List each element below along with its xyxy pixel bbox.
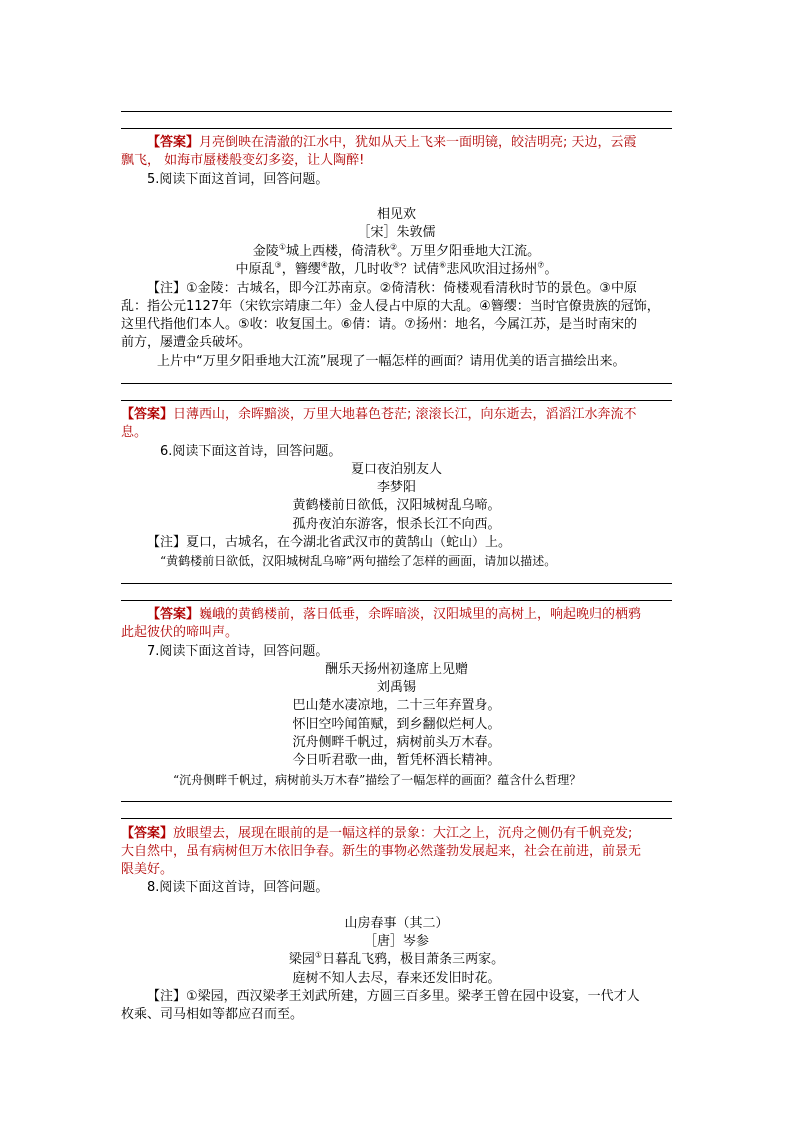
answer-line [121,583,672,584]
q5-note-line-3: 这里代指他们本人。⑤收：收复国土。⑥倩：请。⑦扬州：地名，今属江苏，是当时南宋的 [121,317,637,332]
answer-line [121,400,672,401]
q4-answer-line-1: 【答案】月亮倒映在清澈的江水中，犹如从天上飞来一面明镜，皎洁明亮; 天边，云霞 [147,135,637,150]
q6-answer-line-1: 【答案】巍峨的黄鹤楼前，落日低垂，余晖暗淡，汉阳城里的高树上，响起晚归的栖鸦 [147,607,642,622]
q7-answer-line-2: 大自然中，虽有病树但万木依旧争春。新生的事物必然蓬勃发展起来，社会在前进，前景无 [121,844,642,859]
q8-poem-author: ［唐］岑参 [363,934,429,949]
q7-poem-line-3: 沉舟侧畔千帆过，病树前头万木春。 [292,735,501,750]
q8-note-line-2: 枚乘、司马相如等都应召而至。 [121,1007,304,1022]
q5-note-line-2: 乱：指公元1127年（宋钦宗靖康二年）金人侵占中原的大乱。④簪缨：当时官僚贵族的冠饰， [121,299,660,314]
q5-poem-author: ［宋］朱敦儒 [357,225,436,240]
q7-poem-line-1: 巴山楚水凄凉地，二十三年弃置身。 [292,698,501,713]
q6-question: “黄鹤楼前日欲低，汉阳城树乱乌啼”两句描绘了怎样的画面，请加以描述。 [160,554,557,568]
q8-note-line-1: 【注】①梁园，西汉梁孝王刘武所建，方圆三百多里。梁孝王曾在园中设宴，一代才人 [147,989,640,1004]
q8-poem-line-2: 庭树不知人去尽，春来还发旧时花。 [292,971,501,986]
q8-poem-title: 山房春事（其二） [344,916,449,931]
q6-poem-title: 夏口夜泊别友人 [350,462,442,477]
answer-line [121,128,672,129]
q8-prompt: 8.阅读下面这首诗，回答问题。 [147,880,329,895]
q7-answer-line-1: 【答案】放眼望去，展现在眼前的是一幅这样的景象：大江之上，沉舟之侧仍有千帆竞发; [121,826,633,841]
q7-poem-line-4: 今日听君歌一曲，暂凭杯酒长精神。 [292,753,501,768]
q6-poem-line-1: 黄鹤楼前日欲低，汉阳城树乱乌啼。 [292,498,501,513]
q5-poem-line-2: 中原乱③，簪缨④散，几时收⑤？试倩⑥悲风吹泪过扬州⑦。 [235,260,558,277]
q4-answer-line-2: 飘飞， 如海市蜃楼般变幻多姿，让人陶醉! [121,153,365,168]
q7-question: “沉舟侧畔千帆过，病树前头万木春”描绘了一幅怎样的画面？蕴含什么哲理？ [173,773,582,787]
q8-poem-line-1: 梁园①日暮乱飞鸦，极目萧条三两家。 [288,950,505,967]
q5-note-line-1: 【注】①金陵：古城名，即今江苏南京。②倚清秋：倚楼观看清秋时节的景色。③中原 [147,281,637,296]
q6-prompt: 6.阅读下面这首诗，回答问题。 [160,444,342,459]
q5-question: 上片中“万里夕阳垂地大江流”展现了一幅怎样的画面？请用优美的语言描绘出来。 [157,354,626,369]
q7-poem-title: 酬乐天扬州初逢席上见赠 [324,662,468,677]
q5-prompt: 5.阅读下面这首词，回答问题。 [147,172,329,187]
q7-poem-author: 刘禹锡 [376,680,416,695]
q5-poem-line-1: 金陵①城上西楼，倚清秋②。万里夕阳垂地大江流。 [252,242,541,259]
q7-poem-line-2: 怀旧空吟闻笛赋，到乡翻似烂柯人。 [292,717,501,732]
q6-poem-line-2: 孤舟夜泊东游客，恨杀长江不向西。 [292,517,501,532]
q5-answer-line-1: 【答案】日薄西山，余晖黯淡，万里大地暮色苍茫; 滚滚长江，向东逝去，滔滔江水奔流不 [121,407,637,422]
q5-note-line-4: 前方，屡遭金兵破坏。 [121,335,252,350]
q7-answer-line-3: 限美好。 [121,862,174,877]
answer-line [121,383,672,384]
q6-note: 【注】夏口，古城名，在今湖北省武汉市的黄鹄山（蛇山）上。 [147,535,512,550]
q6-answer-line-2: 此起彼伏的啼叫声。 [121,625,239,640]
q7-prompt: 7.阅读下面这首诗，回答问题。 [147,644,329,659]
answer-line [121,600,672,601]
answer-line [121,111,672,112]
q5-answer-line-2: 息。 [121,425,148,440]
q6-poem-author: 李梦阳 [376,480,416,495]
answer-line [121,818,672,819]
q5-poem-title: 相见欢 [376,207,416,222]
answer-line [121,801,672,802]
